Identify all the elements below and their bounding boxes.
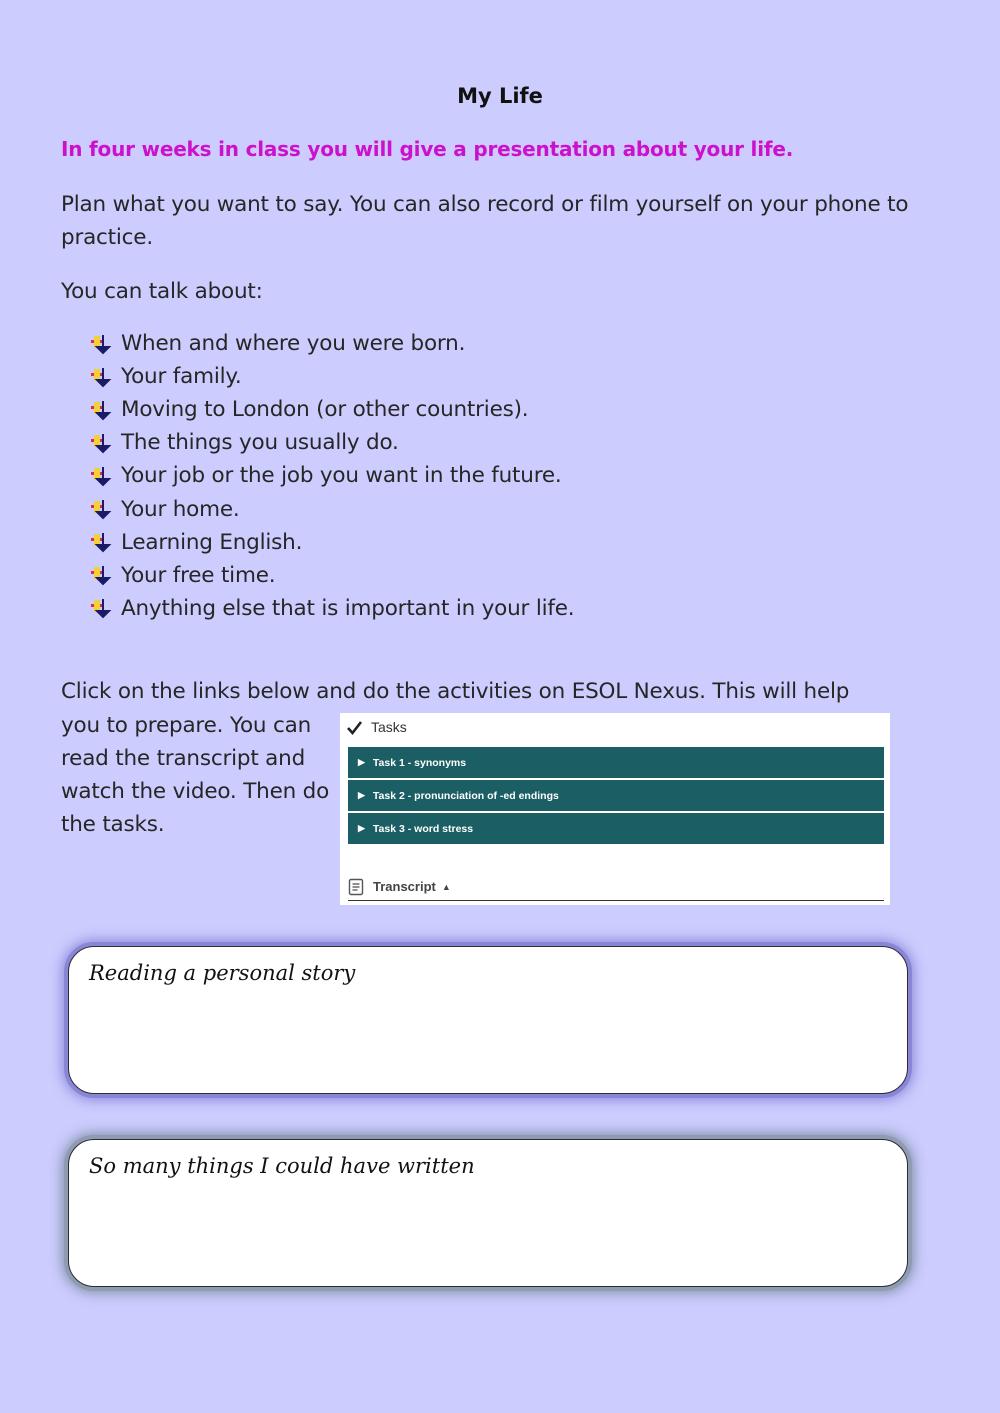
tasks-header-label: Tasks xyxy=(371,719,407,735)
page-title: My Life xyxy=(457,84,543,108)
list-item xyxy=(90,360,574,393)
arrow-bullet-icon xyxy=(90,465,112,487)
answer-box-1[interactable] xyxy=(68,946,908,1094)
topic-list xyxy=(90,327,574,625)
arrow-bullet-icon xyxy=(90,597,112,619)
topic-text: Your home. xyxy=(121,496,240,522)
list-item xyxy=(90,393,574,426)
document-icon xyxy=(348,878,364,896)
list-item xyxy=(90,592,574,625)
tasks-panel xyxy=(340,713,890,905)
prepare-instruction: you to prepare. You can read the transcript and watch the video. Then do the tasks. xyxy=(61,713,330,837)
topic-text: Your job or the job you want in the future. xyxy=(121,463,562,489)
list-item xyxy=(90,559,574,592)
topic-text: Your free time. xyxy=(121,562,276,588)
task-label: Task 2 - pronunciation of -ed endings xyxy=(372,789,559,802)
transcript-label: Transcript xyxy=(373,879,436,894)
task-label: Task 3 - word stress xyxy=(372,822,474,835)
arrow-bullet-icon xyxy=(90,366,112,388)
topic-text: Moving to London (or other countries). xyxy=(121,397,529,423)
arrow-bullet-icon xyxy=(90,399,112,421)
answer-text: So many things I could have written xyxy=(89,1154,475,1178)
task-1-button[interactable] xyxy=(348,747,884,778)
answer-text: Reading a personal story xyxy=(89,961,356,985)
task-label: Task 1 - synonyms xyxy=(372,756,467,769)
answer-box-2[interactable] xyxy=(68,1139,908,1287)
list-item xyxy=(90,526,574,559)
caret-up-icon: ▲ xyxy=(441,881,451,892)
expand-triangle-icon: ▶ xyxy=(358,790,365,800)
list-item xyxy=(90,327,574,360)
transcript-toggle[interactable] xyxy=(348,873,884,901)
expand-triangle-icon: ▶ xyxy=(358,757,365,767)
topic-text: When and where you were born. xyxy=(121,331,466,357)
list-item xyxy=(90,459,574,492)
checkmark-icon xyxy=(346,719,363,736)
arrow-bullet-icon xyxy=(90,531,112,553)
topic-text: Anything else that is important in your life. xyxy=(121,595,575,621)
list-item xyxy=(90,492,574,525)
click-instruction: Click on the links below and do the activities on ESOL Nexus. This will help xyxy=(61,679,850,704)
plan-paragraph: Plan what you want to say. You can also record or film yourself on your phone to practice. xyxy=(61,192,909,250)
talk-about-label: You can talk about: xyxy=(61,279,263,304)
arrow-bullet-icon xyxy=(90,564,112,586)
topic-text: The things you usually do. xyxy=(121,430,399,456)
intro-text: In four weeks in class you will give a presentation about your life. xyxy=(61,137,794,161)
arrow-bullet-icon xyxy=(90,333,112,355)
topic-text: Your family. xyxy=(121,364,242,390)
topic-text: Learning English. xyxy=(121,529,303,555)
expand-triangle-icon: ▶ xyxy=(358,823,365,833)
arrow-bullet-icon xyxy=(90,432,112,454)
list-item xyxy=(90,426,574,459)
tasks-header xyxy=(346,716,407,738)
task-3-button[interactable] xyxy=(348,813,884,844)
arrow-bullet-icon xyxy=(90,498,112,520)
task-2-button[interactable] xyxy=(348,780,884,811)
